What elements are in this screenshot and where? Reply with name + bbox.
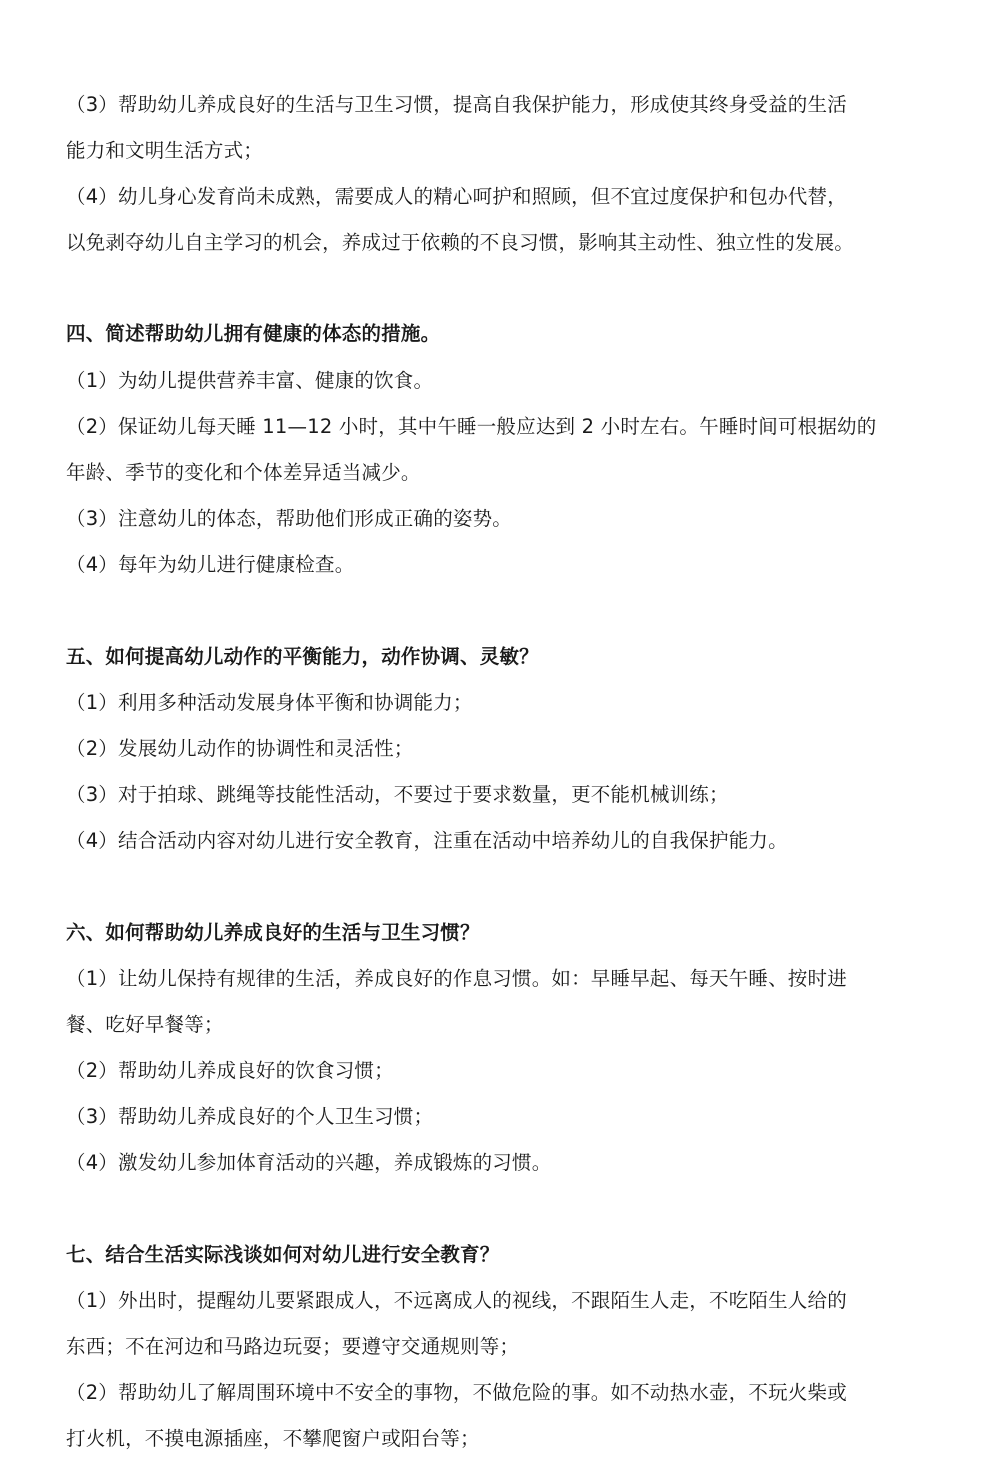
paragraph-line: （1）外出时，提醒幼儿要紧跟成人，不远离成人的视线，不跟陌生人走，不吃陌生人给的 <box>66 1289 847 1312</box>
paragraph-line: 以免剥夺幼儿自主学习的机会，养成过于依赖的不良习惯，影响其主动性、独立性的发展。 <box>66 231 855 254</box>
section-heading-6: 六、如何帮助幼儿养成良好的生活与卫生习惯？ <box>66 921 480 944</box>
paragraph-line: （4）结合活动内容对幼儿进行安全教育，注重在活动中培养幼儿的自我保护能力。 <box>66 829 788 852</box>
paragraph-line: （2）帮助幼儿了解周围环境中不安全的事物，不做危险的事。如不动热水壶，不玩火柴或 <box>66 1381 847 1404</box>
paragraph-line: （4）每年为幼儿进行健康检查。 <box>66 553 355 576</box>
paragraph-line: （3）注意幼儿的体态，帮助他们形成正确的姿势。 <box>66 507 513 530</box>
paragraph-line: （2）发展幼儿动作的协调性和灵活性； <box>66 737 414 760</box>
paragraph-line: （1）利用多种活动发展身体平衡和协调能力； <box>66 691 473 714</box>
paragraph-line: （3）帮助幼儿养成良好的个人卫生习惯； <box>66 1105 434 1128</box>
paragraph-line: （4）激发幼儿参加体育活动的兴趣，养成锻炼的习惯。 <box>66 1151 552 1174</box>
paragraph-line: （4）幼儿身心发育尚未成熟，需要成人的精心呵护和照顾，但不宜过度保护和包办代替， <box>66 185 847 208</box>
paragraph-line: （3）帮助幼儿养成良好的生活与卫生习惯，提高自我保护能力，形成使其终身受益的生活 <box>66 93 847 116</box>
section-heading-5: 五、如何提高幼儿动作的平衡能力，动作协调、灵敏？ <box>66 645 539 668</box>
section-heading-7: 七、结合生活实际浅谈如何对幼儿进行安全教育？ <box>66 1243 500 1266</box>
paragraph-line: 东西；不在河边和马路边玩耍；要遵守交通规则等； <box>66 1335 520 1358</box>
paragraph-line: （3）对于拍球、跳绳等技能性活动，不要过于要求数量，更不能机械训练； <box>66 783 729 806</box>
paragraph-line: 能力和文明生活方式； <box>66 139 264 162</box>
paragraph-line: （1）为幼儿提供营养丰富、健康的饮食。 <box>66 369 434 392</box>
section-heading-4: 四、简述帮助幼儿拥有健康的体态的措施。 <box>66 322 441 345</box>
paragraph-line: （2）保证幼儿每天睡 11—12 小时，其中午睡一般应达到 2 小时左右。午睡时间可根据幼的 <box>66 415 877 438</box>
paragraph-line: 打火机，不摸电源插座，不攀爬窗户或阳台等； <box>66 1427 480 1450</box>
paragraph-line: 年龄、季节的变化和个体差异适当减少。 <box>66 461 421 484</box>
paragraph-line: （1）让幼儿保持有规律的生活，养成良好的作息习惯。如：早睡早起、每天午睡、按时进 <box>66 967 847 990</box>
paragraph-line: 餐、吃好早餐等； <box>66 1013 224 1036</box>
paragraph-line: （2）帮助幼儿养成良好的饮食习惯； <box>66 1059 394 1082</box>
